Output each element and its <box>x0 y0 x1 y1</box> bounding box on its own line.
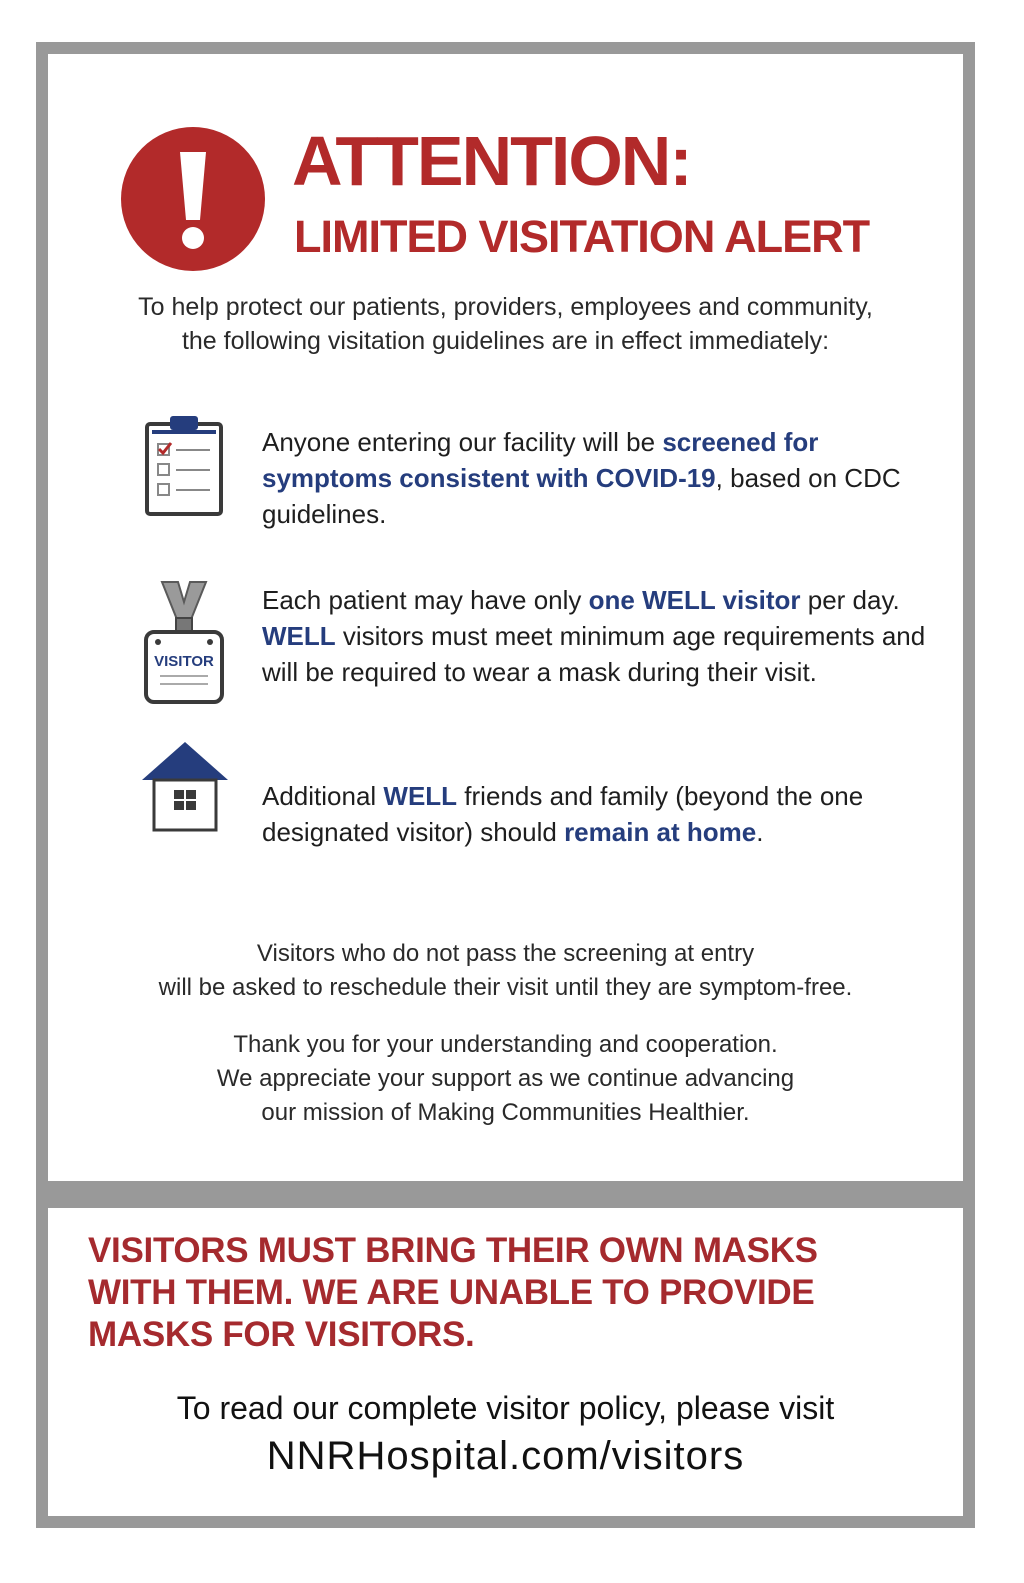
well-friends-highlight: WELL <box>383 781 458 811</box>
poster-frame <box>36 42 975 1528</box>
thank-you-note: Thank you for your understanding and cooperation. We appreciate your support as we continue advancing our mission of Making Communities Healthier. <box>216 1031 795 1126</box>
guidelines-panel <box>48 54 963 1181</box>
one-visitor-highlight: one WELL visitor <box>588 585 801 615</box>
mask-policy-panel <box>48 1208 963 1516</box>
guideline-one-visitor: Each patient may have only one WELL visitor per day. WELL visitors must meet minimum age requirements and will be required to wear a mask during their visit. <box>262 585 926 687</box>
clipboard-checklist-icon <box>144 414 224 518</box>
intro-line-1: To help protect our patients, providers, employees and community, <box>138 293 873 321</box>
well-highlight: WELL <box>262 621 336 651</box>
intro-text <box>88 290 923 358</box>
exclamation-alert-icon <box>120 126 266 272</box>
visitor-badge-icon <box>142 578 226 708</box>
policy-url: NNRHospital.com/visitors <box>266 1434 745 1478</box>
page-title: ATTENTION: <box>292 122 691 200</box>
policy-text: To read our complete visitor policy, please visit <box>176 1390 835 1426</box>
screening-highlight: screened for symptoms consistent with COVID-19 <box>262 427 819 493</box>
intro-line-2: the following visitation guidelines are in effect immediately: <box>181 327 830 355</box>
screening-note: Visitors who do not pass the screening at entry will be asked to reschedule their visit until they are symptom-free. <box>158 940 853 1001</box>
remain-home-highlight: remain at home <box>564 817 757 847</box>
mask-warning: VISITORS MUST BRING THEIR OWN MASKS WITH THEM. WE ARE UNABLE TO PROVIDE MASKS FOR VISITORS. <box>88 1231 818 1354</box>
house-icon <box>140 738 230 834</box>
guideline-remain-home: Additional WELL friends and family (beyond the one designated visitor) should remain at home. <box>262 781 864 847</box>
page-subtitle: LIMITED VISITATION ALERT <box>294 211 870 262</box>
guideline-screening: Anyone entering our facility will be screened for symptoms consistent with COVID-19, based on CDC guidelines. <box>262 427 901 529</box>
visitor-badge-label: VISITOR <box>154 653 214 670</box>
